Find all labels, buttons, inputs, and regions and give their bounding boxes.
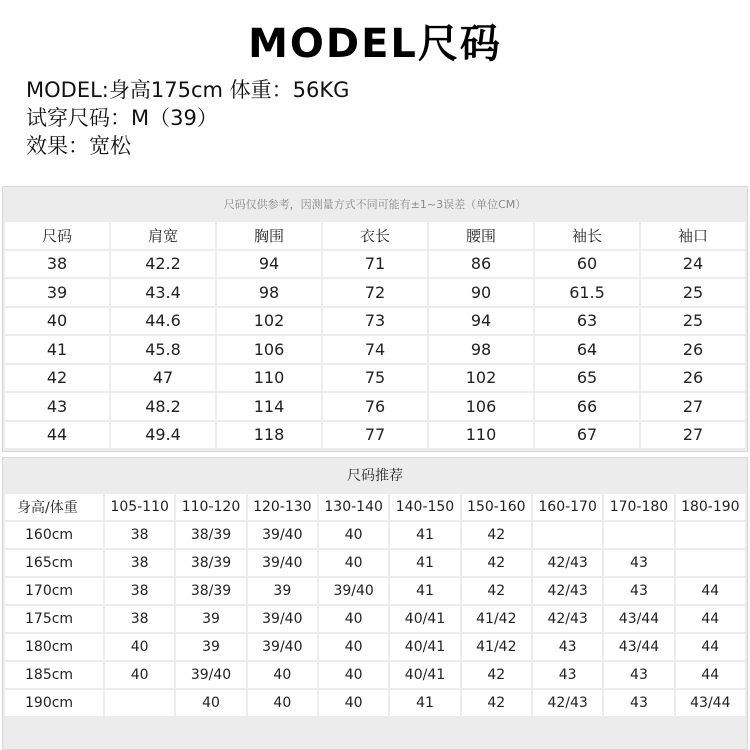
recommended-size-cell: 38 xyxy=(105,522,174,548)
recommended-size-cell: 42/43 xyxy=(533,578,602,604)
table-row xyxy=(5,422,745,449)
recommended-size-cell: 40/41 xyxy=(390,634,459,660)
size-chart-header-cell: 胸围 xyxy=(217,222,321,249)
recommended-size-cell: 39 xyxy=(176,606,245,632)
recommended-size-cell: 40/41 xyxy=(390,606,459,632)
weight-range-header: 160-170 xyxy=(533,494,602,520)
measurement-cell: 114 xyxy=(217,393,321,420)
table-row xyxy=(5,393,745,420)
recommended-size-cell: 43 xyxy=(604,550,673,576)
recommended-size-cell xyxy=(533,522,602,548)
size-cell: 42 xyxy=(5,365,109,392)
recommended-size-cell: 40 xyxy=(319,606,388,632)
measurement-cell: 77 xyxy=(323,422,427,449)
measurement-cell: 27 xyxy=(641,422,745,449)
recommended-size-cell: 43 xyxy=(533,662,602,688)
measurement-cell: 67 xyxy=(535,422,639,449)
height-row-header: 190cm xyxy=(5,690,103,716)
recommended-size-cell: 39/40 xyxy=(319,578,388,604)
recommended-size-cell: 42 xyxy=(462,662,531,688)
recommended-size-cell: 44 xyxy=(676,662,745,688)
size-cell: 43 xyxy=(5,393,109,420)
table-row xyxy=(5,365,745,392)
recommended-size-cell: 42 xyxy=(462,578,531,604)
measurement-cell: 110 xyxy=(429,422,533,449)
table-row xyxy=(5,634,745,660)
weight-range-header: 170-180 xyxy=(604,494,673,520)
measurement-cell: 49.4 xyxy=(111,422,215,449)
height-weight-corner: 身高/体重 xyxy=(5,494,103,520)
weight-range-header: 110-120 xyxy=(176,494,245,520)
model-info xyxy=(26,76,349,160)
measurement-cell: 73 xyxy=(323,308,427,335)
recommended-size-cell: 39/40 xyxy=(176,662,245,688)
measurement-cell: 43.4 xyxy=(111,279,215,306)
recommended-size-cell: 40 xyxy=(105,662,174,688)
recommended-size-cell: 38/39 xyxy=(176,578,245,604)
height-row-header: 175cm xyxy=(5,606,103,632)
measurement-cell: 75 xyxy=(323,365,427,392)
weight-range-header: 120-130 xyxy=(248,494,317,520)
recommended-size-cell: 39 xyxy=(248,578,317,604)
recommended-size-cell: 43 xyxy=(604,690,673,716)
model-height-weight: MODEL:身高175cm 体重：56KG xyxy=(26,78,350,102)
measurement-cell: 76 xyxy=(323,393,427,420)
size-chart-note: 尺码仅供参考，因测量方式不同可能有±1~3误差（单位CM） xyxy=(223,198,527,211)
recommended-size-cell: 39/40 xyxy=(248,522,317,548)
size-chart-header-row xyxy=(5,222,745,249)
measurement-cell: 102 xyxy=(429,365,533,392)
size-chart-header-cell: 腰围 xyxy=(429,222,533,249)
recommended-size-cell: 41/42 xyxy=(462,634,531,660)
recommended-size-cell: 40 xyxy=(319,690,388,716)
measurement-cell: 94 xyxy=(429,308,533,335)
measurement-cell: 24 xyxy=(641,251,745,278)
page-title: MODEL尺码 xyxy=(248,21,502,67)
measurement-cell: 42.2 xyxy=(111,251,215,278)
table-row xyxy=(5,279,745,306)
measurement-cell: 25 xyxy=(641,279,745,306)
recommended-size-cell: 42 xyxy=(462,690,531,716)
recommended-size-cell: 38 xyxy=(105,606,174,632)
measurement-cell: 98 xyxy=(217,279,321,306)
measurement-cell: 72 xyxy=(323,279,427,306)
measurement-cell: 71 xyxy=(323,251,427,278)
table-row xyxy=(5,308,745,335)
recommended-size-cell: 39/40 xyxy=(248,606,317,632)
measurement-cell: 25 xyxy=(641,308,745,335)
measurement-cell: 44.6 xyxy=(111,308,215,335)
weight-range-header: 140-150 xyxy=(390,494,459,520)
measurement-cell: 106 xyxy=(217,336,321,363)
height-row-header: 185cm xyxy=(5,662,103,688)
height-row-header: 165cm xyxy=(5,550,103,576)
recommended-size-cell: 44 xyxy=(676,606,745,632)
measurement-cell: 98 xyxy=(429,336,533,363)
measurement-cell: 118 xyxy=(217,422,321,449)
recommended-size-cell: 39/40 xyxy=(248,634,317,660)
weight-range-header: 150-160 xyxy=(462,494,531,520)
table-row xyxy=(5,251,745,278)
measurement-cell: 47 xyxy=(111,365,215,392)
recommended-size-cell: 40 xyxy=(248,690,317,716)
recommendation-table xyxy=(3,492,747,718)
table-row xyxy=(5,550,745,576)
height-row-header: 160cm xyxy=(5,522,103,548)
size-cell: 39 xyxy=(5,279,109,306)
table-row xyxy=(5,606,745,632)
size-cell: 41 xyxy=(5,336,109,363)
table-row xyxy=(5,336,745,363)
recommended-size-cell: 38/39 xyxy=(176,522,245,548)
size-chart-header-cell: 袖长 xyxy=(535,222,639,249)
recommended-size-cell: 42/43 xyxy=(533,690,602,716)
weight-range-header: 130-140 xyxy=(319,494,388,520)
model-trial-size: 试穿尺码：M（39） xyxy=(26,106,218,130)
size-chart-panel xyxy=(2,186,748,452)
recommended-size-cell: 42/43 xyxy=(533,550,602,576)
recommended-size-cell: 43/44 xyxy=(604,606,673,632)
recommended-size-cell: 43 xyxy=(533,634,602,660)
recommended-size-cell: 41/42 xyxy=(462,606,531,632)
recommended-size-cell: 42 xyxy=(462,550,531,576)
recommended-size-cell: 41 xyxy=(390,578,459,604)
recommended-size-cell: 42 xyxy=(462,522,531,548)
measurement-cell: 48.2 xyxy=(111,393,215,420)
size-cell: 44 xyxy=(5,422,109,449)
measurement-cell: 63 xyxy=(535,308,639,335)
measurement-cell: 64 xyxy=(535,336,639,363)
recommended-size-cell xyxy=(676,550,745,576)
recommendation-title: 尺码推荐 xyxy=(347,468,403,484)
recommended-size-cell: 40 xyxy=(105,634,174,660)
recommended-size-cell: 42/43 xyxy=(533,606,602,632)
measurement-cell: 90 xyxy=(429,279,533,306)
size-chart-header-cell: 袖口 xyxy=(641,222,745,249)
size-chart-header-cell: 尺码 xyxy=(5,222,109,249)
measurement-cell: 106 xyxy=(429,393,533,420)
weight-range-header: 180-190 xyxy=(676,494,745,520)
recommended-size-cell: 40/41 xyxy=(390,662,459,688)
measurement-cell: 45.8 xyxy=(111,336,215,363)
table-row xyxy=(5,662,745,688)
table-row xyxy=(5,578,745,604)
measurement-cell: 66 xyxy=(535,393,639,420)
measurement-cell: 110 xyxy=(217,365,321,392)
recommended-size-cell xyxy=(105,690,174,716)
measurement-cell: 26 xyxy=(641,365,745,392)
table-row xyxy=(5,522,745,548)
recommended-size-cell: 40 xyxy=(319,522,388,548)
recommendation-header-row xyxy=(5,494,745,520)
height-row-header: 170cm xyxy=(5,578,103,604)
measurement-cell: 26 xyxy=(641,336,745,363)
recommended-size-cell xyxy=(676,522,745,548)
recommended-size-cell: 40 xyxy=(176,690,245,716)
size-chart-header-cell: 衣长 xyxy=(323,222,427,249)
recommended-size-cell: 41 xyxy=(390,522,459,548)
size-cell: 40 xyxy=(5,308,109,335)
recommended-size-cell: 43/44 xyxy=(604,634,673,660)
recommended-size-cell: 43/44 xyxy=(676,690,745,716)
recommended-size-cell: 40 xyxy=(319,550,388,576)
weight-range-header: 105-110 xyxy=(105,494,174,520)
recommended-size-cell: 39 xyxy=(176,634,245,660)
measurement-cell: 102 xyxy=(217,308,321,335)
size-chart-header-cell: 肩宽 xyxy=(111,222,215,249)
recommended-size-cell: 43 xyxy=(604,578,673,604)
measurement-cell: 60 xyxy=(535,251,639,278)
model-fit-effect: 效果：宽松 xyxy=(26,134,131,158)
size-chart-table xyxy=(3,220,747,450)
recommended-size-cell: 38 xyxy=(105,550,174,576)
recommended-size-cell: 44 xyxy=(676,578,745,604)
recommended-size-cell: 40 xyxy=(248,662,317,688)
recommended-size-cell: 41 xyxy=(390,550,459,576)
measurement-cell: 27 xyxy=(641,393,745,420)
recommended-size-cell: 38 xyxy=(105,578,174,604)
size-recommendation-panel xyxy=(2,457,748,750)
size-cell: 38 xyxy=(5,251,109,278)
recommended-size-cell: 38/39 xyxy=(176,550,245,576)
measurement-cell: 94 xyxy=(217,251,321,278)
recommended-size-cell: 43 xyxy=(604,662,673,688)
recommended-size-cell: 40 xyxy=(319,662,388,688)
measurement-cell: 74 xyxy=(323,336,427,363)
recommended-size-cell xyxy=(604,522,673,548)
recommended-size-cell: 39/40 xyxy=(248,550,317,576)
measurement-cell: 65 xyxy=(535,365,639,392)
measurement-cell: 61.5 xyxy=(535,279,639,306)
height-row-header: 180cm xyxy=(5,634,103,660)
table-row xyxy=(5,690,745,716)
recommended-size-cell: 41 xyxy=(390,690,459,716)
recommended-size-cell: 40 xyxy=(319,634,388,660)
measurement-cell: 86 xyxy=(429,251,533,278)
recommended-size-cell: 44 xyxy=(676,634,745,660)
